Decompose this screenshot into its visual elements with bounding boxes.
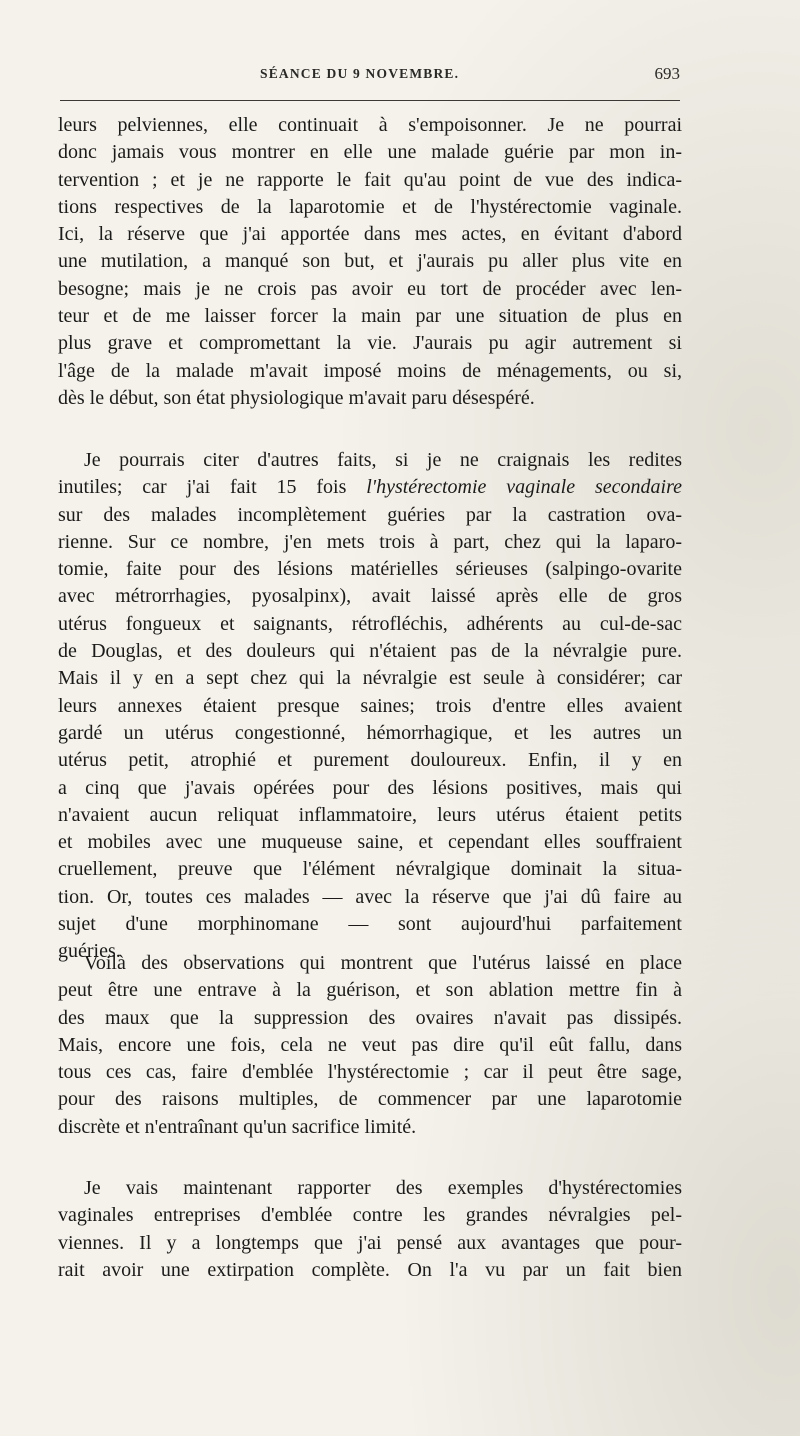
text-line: rait avoir une extirpation complète. On l'a vu par un fait bien xyxy=(58,1258,682,1281)
text-line: Voilà des observations qui montrent que l'utérus laissé en place xyxy=(84,952,682,974)
text-fragment: inutiles; car j'ai fait 15 fois xyxy=(58,476,367,499)
text-line: tervention ; et je ne rapporte le fait qu'au point de vue des indica- xyxy=(58,168,682,191)
text-line: sur des malades incomplètement guéries par la castration ova- xyxy=(58,503,682,526)
text-line: tions respectives de la laparotomie et de l'hystérectomie vaginale. xyxy=(58,195,682,218)
text-line: peut être une entrave à la guérison, et son ablation mettre fin à xyxy=(58,979,682,1002)
text-line: une mutilation, a manqué son but, et j'aurais pu aller plus vite en xyxy=(58,250,682,273)
paragraph-4 xyxy=(58,1175,682,1284)
text-line: donc jamais vous montrer en elle une malade guérie par mon in- xyxy=(58,141,682,164)
paragraph-1 xyxy=(58,112,682,412)
text-line: besogne; mais je ne crois pas avoir eu tort de procéder avec len- xyxy=(58,277,682,300)
page-header xyxy=(60,66,680,88)
text-line: vaginales entreprises d'emblée contre les grandes névralgies pel- xyxy=(58,1204,682,1227)
text-line: Mais il y en a sept chez qui la névralgie est seule à considérer; car xyxy=(58,667,682,690)
paragraph-2 xyxy=(58,447,682,966)
text-line: sujet d'une morphinomane — sont aujourd'hui parfaitement xyxy=(58,913,682,936)
text-line: n'avaient aucun reliquat inflammatoire, leurs utérus étaient petits xyxy=(58,803,682,826)
text-line: l'âge de la malade m'avait imposé moins de ménagements, ou si, xyxy=(58,359,682,382)
text-line: pour des raisons multiples, de commencer par une laparotomie xyxy=(58,1088,682,1111)
header-rule xyxy=(60,100,680,101)
text-line: plus grave et compromettant la vie. J'aurais pu agir autrement si xyxy=(58,332,682,355)
text-line: discrète et n'entraînant qu'un sacrifice limité. xyxy=(58,1115,417,1138)
text-line: Je vais maintenant rapporter des exemples d'hystérectomies xyxy=(84,1177,682,1199)
text-line: de Douglas, et des douleurs qui n'étaient pas de la névralgie pure. xyxy=(58,640,682,663)
text-line: teur et de me laisser forcer la main par une situation de plus en xyxy=(58,305,682,328)
text-line: Ici, la réserve que j'ai apportée dans mes actes, en évitant d'abord xyxy=(58,223,682,246)
text-line: des maux que la suppression des ovaires n'avait pas dissipés. xyxy=(58,1006,682,1029)
text-line-with-italic xyxy=(58,474,682,501)
text-line: a cinq que j'avais opérées pour des lésions positives, mais qui xyxy=(58,776,682,799)
text-line: rienne. Sur ce nombre, j'en mets trois à part, chez qui la laparo- xyxy=(58,530,682,553)
running-head: SÉANCE DU 9 NOVEMBRE. xyxy=(260,66,460,81)
text-line: gardé un utérus congestionné, hémorrhagique, et les autres un xyxy=(58,721,682,744)
text-line: avec métrorrhagies, pyosalpinx), avait laissé après elle de gros xyxy=(58,585,682,608)
paragraph-3 xyxy=(58,950,682,1141)
text-line: viennes. Il y a longtemps que j'ai pensé aux avantages que pour- xyxy=(58,1231,682,1254)
page-number: 693 xyxy=(654,64,680,83)
text-line: utérus fongueux et saignants, rétrofléchis, adhérents au cul-de-sac xyxy=(58,612,682,635)
text-line: cruellement, preuve que l'élément névralgique dominait la situa- xyxy=(58,858,682,881)
text-line: Je pourrais citer d'autres faits, si je ne craignais les redites xyxy=(84,449,682,471)
italic-phrase: l'hystérectomie vaginale secondaire xyxy=(366,476,682,499)
text-line: utérus petit, atrophié et purement douloureux. Enfin, il y en xyxy=(58,749,682,772)
text-line: guéries. xyxy=(58,940,121,963)
text-line: tomie, faite pour des lésions matérielles sérieuses (salpingo-ovarite xyxy=(58,558,682,581)
text-line: dès le début, son état physiologique m'avait paru désespéré. xyxy=(58,386,535,409)
text-line: et mobiles avec une muqueuse saine, et cependant elles souffraient xyxy=(58,831,682,854)
text-line: tion. Or, toutes ces malades — avec la réserve que j'ai dû faire au xyxy=(58,885,682,908)
text-line: leurs annexes étaient presque saines; trois d'entre elles avaient xyxy=(58,694,682,717)
text-line: leurs pelviennes, elle continuait à s'empoisonner. Je ne pourrai xyxy=(58,114,682,136)
text-line: Mais, encore une fois, cela ne veut pas dire qu'il eût fallu, dans xyxy=(58,1033,682,1056)
text-line: tous ces cas, faire d'emblée l'hystérectomie ; car il peut être sage, xyxy=(58,1061,682,1084)
